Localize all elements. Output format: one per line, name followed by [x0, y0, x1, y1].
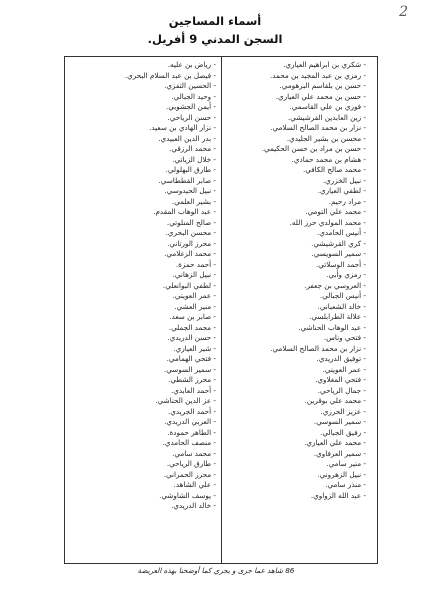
name-entry: - رياض بن عليه. [167, 60, 216, 69]
name-entry: - نبيل الحيدوسي. [164, 186, 216, 195]
name-entry: - عمر العويني. [322, 364, 366, 374]
name-entry: - فتحي الهمامي. [166, 354, 216, 363]
name-entry: - حسن بن بلقاسم البرهومي. [279, 81, 366, 90]
name-entry: - محمد علي التومي. [305, 207, 366, 216]
name-entry: - عبد الوهاب المقدم. [153, 207, 216, 216]
document-subtitle: السجن المدني 9 أفريل. [147, 32, 283, 46]
name-entry: - عمر العويني. [172, 291, 216, 300]
name-entry: - محمد المولدي حرز الله. [289, 217, 366, 227]
name-entry: - محرز الشطي. [168, 375, 216, 384]
name-entry: - لطفي البوانعلي. [162, 280, 216, 290]
name-entry: - نبيل الزهاني. [172, 270, 216, 279]
name-entry: - لطفي العياري. [317, 186, 366, 195]
name-entry: - الطاهر حمودة. [167, 427, 216, 437]
name-entry: - نزار بن محمد الصالح السلامي. [270, 123, 366, 132]
footer-note: 86 شاهد عما جرى و يجري كما أوضحنا بهذه العريضة [137, 566, 295, 575]
names-column-right [226, 60, 370, 501]
name-entry: - خلال الزياتي. [172, 154, 216, 164]
name-entry: - هشام بن محمد حمادي. [291, 154, 366, 164]
name-entry: - محرز الورتاني. [167, 238, 216, 248]
name-entry: - سمير السوسي. [163, 364, 216, 374]
name-entry: - الحسين التفزي. [164, 81, 216, 90]
name-entry: - شكري بن ابراهيم العياري. [283, 60, 366, 69]
name-entry: - أحمد حمزة. [175, 259, 216, 269]
name-entry: - طارق البهلولي. [165, 165, 216, 174]
name-entry: - العروسي بن جعفر. [304, 280, 366, 290]
name-entry: - علالة الطرابلسي. [309, 312, 366, 321]
name-entry: - صالح المنلوتي. [166, 217, 216, 227]
name-entry: - رفيق الجبالي. [320, 427, 366, 437]
name-entry: - رمزي بن عبد المجيد بن محمد. [269, 70, 366, 80]
name-entry: - عزيز الحرزي. [320, 406, 366, 416]
name-entry: - عز الدين الحناشي. [155, 396, 216, 405]
name-entry: - نزار بن محمد الصالح السلامي. [270, 343, 366, 353]
names-column-left [72, 60, 216, 512]
name-entry: - سمير السويسي. [311, 249, 366, 258]
name-entry: - خالد الشعباني. [317, 301, 366, 311]
name-entry: - فيصل بن عبد السلام البحري. [124, 70, 216, 80]
name-entry: - منصف الحامدي. [162, 438, 216, 447]
name-entry: - منير العشي. [174, 301, 216, 311]
name-entry: - صابر القططاسي. [158, 175, 216, 185]
name-entry: - منير سامي. [326, 459, 366, 468]
name-entry: - نبيل الزهروني. [317, 469, 366, 479]
name-entry: - بشير العلمي. [171, 196, 216, 206]
name-entry: - حسن الدريدي. [167, 333, 216, 342]
name-entry: - حسن الرياحي. [167, 112, 216, 122]
name-entry: - أحمد الوسلاتي. [315, 259, 366, 269]
name-entry: - مراد رحيم. [328, 196, 366, 206]
name-entry: - محسن البحري. [165, 228, 216, 237]
column-divider [221, 56, 222, 564]
document-title: أسماء المساجين [168, 14, 262, 28]
name-entry: - محمد الجملي. [168, 322, 216, 332]
name-entry: - توفيق الدريدي. [316, 354, 366, 363]
name-entry: - عبد الله الزواوي. [310, 490, 366, 500]
name-entry: - محسن بن بشير الجليدي. [286, 133, 366, 143]
name-entry: - جمال الرياحي. [317, 385, 366, 395]
name-entry: - أيمن الجشوبي. [165, 102, 216, 111]
name-entry: - محمد سامي. [172, 448, 216, 458]
name-entry: - محمد صالح الكافي. [302, 165, 366, 174]
name-entry: - محمد علي العياري. [304, 438, 366, 447]
name-entry: - وحيد الجبالي. [171, 91, 216, 101]
name-entry: - نبيل الخزري. [322, 175, 366, 185]
name-entry: - حسن بن مراد بن حسن الحكيمي. [261, 144, 366, 153]
name-entry: - أحمد العابدي. [170, 385, 216, 395]
name-entry: - محمد الزغلامي. [164, 249, 216, 258]
name-entry: - فتحي المغلاوي. [315, 375, 366, 384]
name-entry: - عبد الوهاب الحناشي. [298, 322, 366, 332]
name-entry: - صابر بن سعد. [169, 312, 216, 321]
name-entry: - أنيس الحامدي. [316, 228, 366, 237]
name-entry: - يوسف الشاوشي. [159, 490, 216, 500]
name-entry: - رمزي وأبي. [326, 270, 366, 279]
name-entry: - بدر الدين العبيدي. [158, 133, 216, 143]
name-entry: - كري القرشيشي. [311, 238, 366, 248]
page-number: 2 [399, 4, 408, 20]
name-entry: - منذر سامي. [325, 480, 366, 489]
name-entry: - سمير السوسي. [313, 417, 366, 426]
name-entry: - فتحي وناس. [323, 333, 366, 342]
name-entry: - علي الشاهد. [173, 480, 216, 489]
name-entry: - زين العابدين القرشيشي. [287, 112, 366, 122]
name-entry: - حسن بن محمد علي العياري. [275, 91, 366, 101]
name-entry: - نزار الهادي بن سعيد. [149, 123, 216, 132]
name-entry: - محمد علي بوقرين. [304, 396, 366, 405]
name-entry: - محرز الحمراني. [163, 469, 216, 479]
name-entry: - طارق الرياحي. [166, 459, 216, 468]
name-entry: - خالد الدريدي. [171, 501, 216, 510]
name-entry: - أحمد الجريدي. [167, 406, 216, 416]
name-entry: - العربي الدريدي. [164, 417, 216, 426]
name-entry: - أنيس الجبالي. [319, 291, 366, 300]
name-entry: - شير العياري. [173, 343, 216, 353]
name-entry: - سمير العرفاوي. [313, 448, 366, 458]
name-entry: - محمد الرزقي. [169, 144, 216, 153]
name-entry: - فوزي بن علي القاسمي. [289, 102, 366, 111]
